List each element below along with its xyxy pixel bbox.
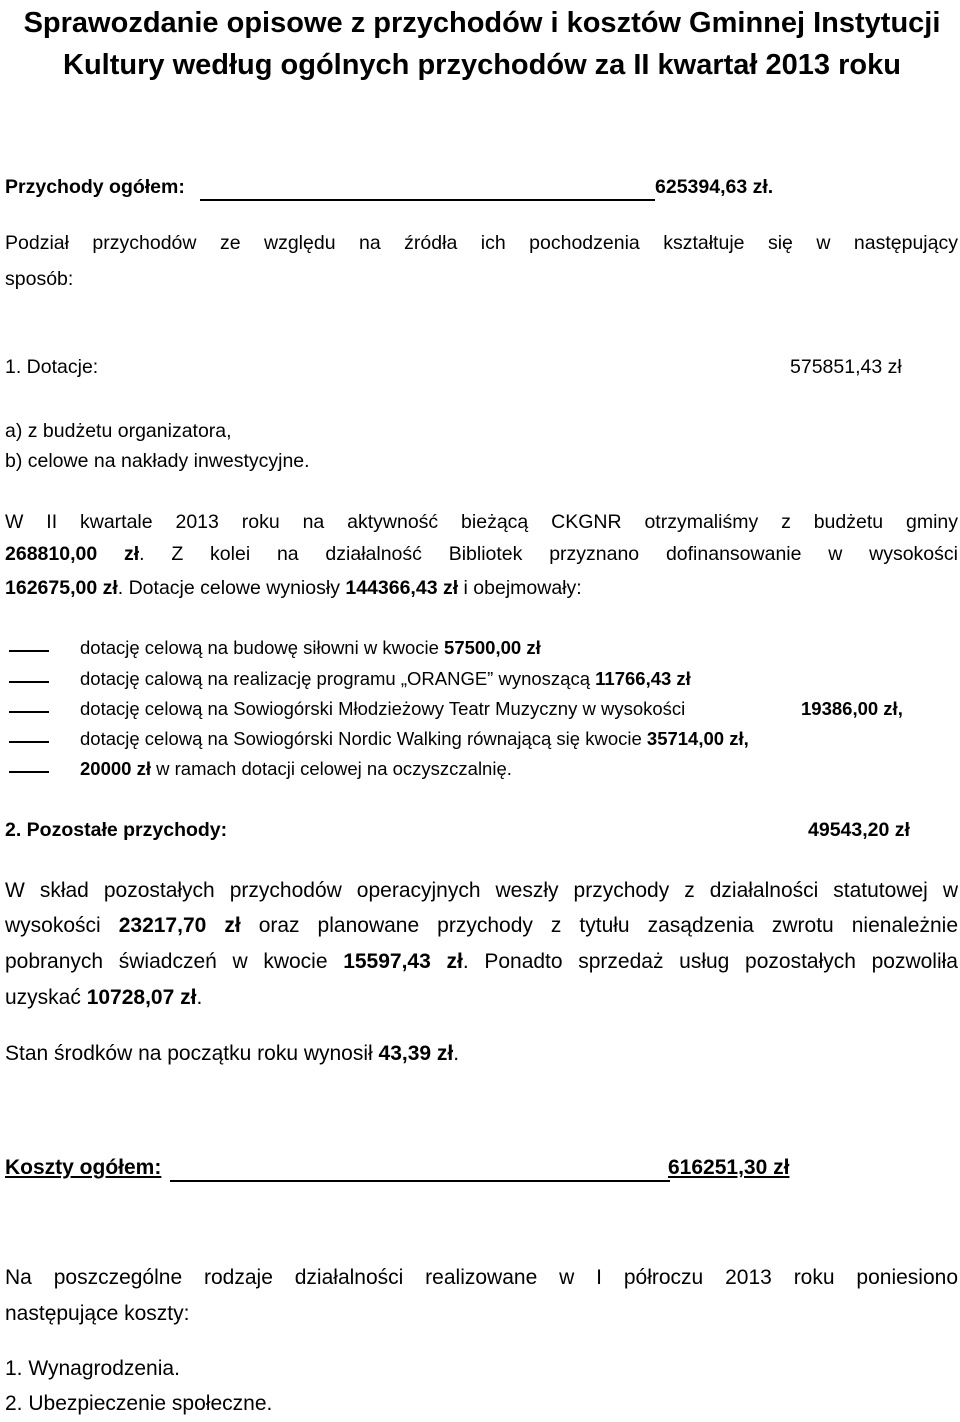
dotation-item-3: dotację celową na Sowiogórski Młodzieżowy Teatr Muzyczny w wysokości — [80, 698, 686, 719]
dotation-item-3-amount: 19386,00 zł, — [801, 698, 903, 719]
revenue-total-underline — [200, 199, 655, 201]
dotation-item-4: dotację celową na Sowiogórski Nordic Walking równającą się kwocie 35714,00 zł, — [80, 728, 749, 749]
costs-intro-line1: Na poszczególne rodzaje działalności realizowane w I półroczu 2013 roku poniesiono — [5, 1266, 958, 1289]
costs-total-underline — [170, 1180, 670, 1182]
section2-line3: pobranych świadczeń w kwocie 15597,43 zł. Ponadto sprzedaż usług pozostałych pozwoliła — [5, 950, 958, 973]
section2-line1: W skład pozostałych przychodów operacyjnych weszły przychody z działalności statutowej w — [5, 879, 958, 902]
section2-label: 2. Pozostałe przychody: — [5, 819, 228, 841]
costs-total-label: Koszty ogółem: — [5, 1156, 162, 1179]
costs-total-amount: 616251,30 zł — [668, 1156, 790, 1179]
section1-paragraph-line3: 162675,00 zł. Dotacje celowe wyniosły 144366,43 zł i obejmowały: — [5, 577, 582, 599]
section1-sub-a: a) z budżetu organizatora, — [5, 420, 232, 442]
cost-item-1: 1. Wynagrodzenia. — [5, 1357, 180, 1380]
revenue-total-amount: 625394,63 zł. — [655, 176, 774, 198]
section2-line2: wysokości 23217,70 zł oraz planowane przychody z tytułu zasądzenia zwrotu nienależnie — [5, 914, 959, 937]
dotation-item-2: dotację calową na realizację programu „ORANGE” wynoszącą 11766,43 zł — [80, 668, 691, 689]
dash-bullet — [9, 711, 49, 713]
dash-bullet — [9, 681, 49, 683]
dash-bullet — [9, 741, 49, 743]
cost-item-2: 2. Ubezpieczenie społeczne. — [5, 1392, 273, 1415]
section2-line4: uzyskać 10728,07 zł. — [5, 986, 203, 1009]
dotation-item-5: 20000 zł w ramach dotacji celowej na oczyszczalnię. — [80, 758, 512, 779]
intro-line-1: Podział przychodów ze względu na źródła ich pochodzenia kształtuje się w następujący — [5, 232, 958, 254]
section2-amount: 49543,20 zł — [808, 819, 910, 841]
section1-label: 1. Dotacje: — [5, 356, 99, 378]
revenue-total-label: Przychody ogółem: — [5, 176, 185, 198]
cash-balance-line: Stan środków na początku roku wynosił 43,39 zł. — [5, 1042, 460, 1065]
section1-paragraph-line2: 268810,00 zł. Z kolei na działalność Bibliotek przyznano dofinansowanie w wysokości — [5, 543, 958, 565]
dotation-item-1: dotację celową na budowę siłowni w kwocie 57500,00 zł — [80, 637, 541, 658]
dash-bullet — [9, 771, 49, 773]
document-title: Sprawozdanie opisowe z przychodów i kosztów Gminnej Instytucji Kultury według ogólnych przychodów za II kwartał 2013 roku — [23, 7, 941, 81]
section1-amount: 575851,43 zł — [790, 356, 902, 378]
section1-paragraph-line1: W II kwartale 2013 roku na aktywność bieżącą CKGNR otrzymaliśmy z budżetu gminy — [5, 511, 958, 533]
dash-bullet — [9, 650, 49, 652]
section1-sub-b: b) celowe na nakłady inwestycyjne. — [5, 450, 310, 472]
intro-line-2: sposób: — [5, 268, 74, 290]
costs-intro-line2: następujące koszty: — [5, 1302, 190, 1325]
